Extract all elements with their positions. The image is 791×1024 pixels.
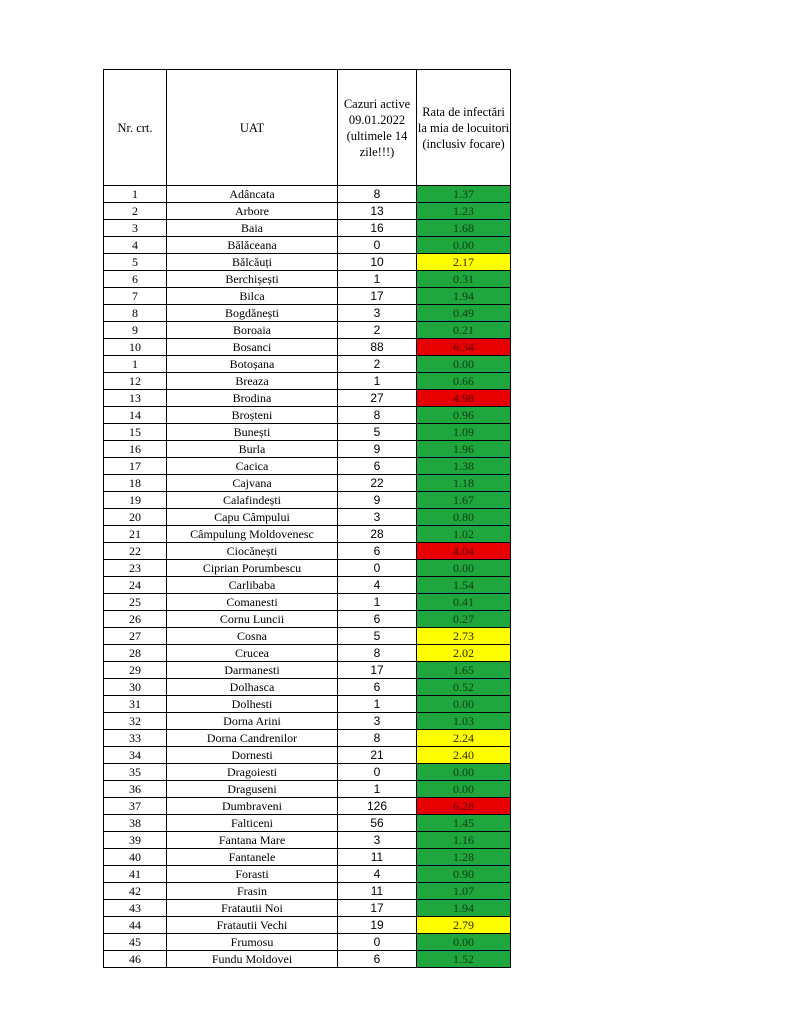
table-row (104, 458, 511, 475)
row-active-cases: 9 (338, 441, 417, 458)
row-infection-rate: 2.40 (417, 747, 511, 764)
table-row (104, 543, 511, 560)
row-active-cases: 0 (338, 764, 417, 781)
row-active-cases: 19 (338, 917, 417, 934)
row-infection-rate: 0.31 (417, 271, 511, 288)
table-row (104, 390, 511, 407)
row-number: 45 (104, 934, 167, 951)
row-number: 19 (104, 492, 167, 509)
row-infection-rate: 0.96 (417, 407, 511, 424)
row-number: 7 (104, 288, 167, 305)
row-active-cases: 5 (338, 628, 417, 645)
row-number: 38 (104, 815, 167, 832)
row-number: 28 (104, 645, 167, 662)
row-number: 6 (104, 271, 167, 288)
row-uat: Brodina (167, 390, 338, 407)
row-infection-rate: 0.49 (417, 305, 511, 322)
row-active-cases: 8 (338, 645, 417, 662)
row-infection-rate: 2.17 (417, 254, 511, 271)
row-infection-rate: 0.66 (417, 373, 511, 390)
row-uat: Frumosu (167, 934, 338, 951)
row-number: 14 (104, 407, 167, 424)
row-number: 35 (104, 764, 167, 781)
row-uat: Ciprian Porumbescu (167, 560, 338, 577)
row-infection-rate: 1.16 (417, 832, 511, 849)
row-infection-rate: 0.90 (417, 866, 511, 883)
row-active-cases: 126 (338, 798, 417, 815)
table-row (104, 883, 511, 900)
row-number: 32 (104, 713, 167, 730)
row-uat: Dumbraveni (167, 798, 338, 815)
row-uat: Frasin (167, 883, 338, 900)
row-active-cases: 6 (338, 543, 417, 560)
row-active-cases: 3 (338, 509, 417, 526)
row-uat: Dragoiesti (167, 764, 338, 781)
row-uat: Botoșana (167, 356, 338, 373)
table-row (104, 203, 511, 220)
row-infection-rate: 4.98 (417, 390, 511, 407)
table-row (104, 611, 511, 628)
header-rate: Rata de infectări la mia de locuitori (inclusiv focare) (417, 70, 511, 186)
row-uat: Cajvana (167, 475, 338, 492)
table-row (104, 900, 511, 917)
row-uat: Draguseni (167, 781, 338, 798)
table-row (104, 713, 511, 730)
row-number: 20 (104, 509, 167, 526)
row-active-cases: 2 (338, 356, 417, 373)
row-active-cases: 6 (338, 679, 417, 696)
table-row (104, 441, 511, 458)
row-infection-rate: 0.27 (417, 611, 511, 628)
row-uat: Dorna Arini (167, 713, 338, 730)
row-active-cases: 13 (338, 203, 417, 220)
row-infection-rate: 1.67 (417, 492, 511, 509)
row-infection-rate: 0.00 (417, 934, 511, 951)
row-number: 26 (104, 611, 167, 628)
row-infection-rate: 0.21 (417, 322, 511, 339)
table-row (104, 356, 511, 373)
row-uat: Cacica (167, 458, 338, 475)
table-row (104, 832, 511, 849)
table-row (104, 849, 511, 866)
row-uat: Capu Câmpului (167, 509, 338, 526)
row-number: 17 (104, 458, 167, 475)
row-infection-rate: 1.68 (417, 220, 511, 237)
row-uat: Bunești (167, 424, 338, 441)
row-number: 27 (104, 628, 167, 645)
row-number: 12 (104, 373, 167, 390)
row-active-cases: 8 (338, 186, 417, 203)
row-infection-rate: 1.37 (417, 186, 511, 203)
row-active-cases: 0 (338, 560, 417, 577)
row-number: 29 (104, 662, 167, 679)
row-uat: Dolhasca (167, 679, 338, 696)
row-active-cases: 3 (338, 713, 417, 730)
table-row (104, 220, 511, 237)
row-active-cases: 5 (338, 424, 417, 441)
row-active-cases: 3 (338, 305, 417, 322)
row-active-cases: 8 (338, 730, 417, 747)
row-infection-rate: 1.02 (417, 526, 511, 543)
row-uat: Fratautii Vechi (167, 917, 338, 934)
row-active-cases: 6 (338, 611, 417, 628)
table-row (104, 271, 511, 288)
row-active-cases: 3 (338, 832, 417, 849)
row-infection-rate: 4.04 (417, 543, 511, 560)
table-body (104, 186, 511, 968)
row-infection-rate: 1.54 (417, 577, 511, 594)
row-infection-rate: 2.02 (417, 645, 511, 662)
row-uat: Baia (167, 220, 338, 237)
table-row (104, 560, 511, 577)
row-infection-rate: 0.00 (417, 237, 511, 254)
row-infection-rate: 0.00 (417, 560, 511, 577)
row-number: 4 (104, 237, 167, 254)
row-active-cases: 16 (338, 220, 417, 237)
table-row (104, 373, 511, 390)
table-row (104, 509, 511, 526)
header-cases: Cazuri active 09.01.2022 (ultimele 14 zile!!!) (338, 70, 417, 186)
row-active-cases: 56 (338, 815, 417, 832)
row-number: 18 (104, 475, 167, 492)
row-infection-rate: 0.41 (417, 594, 511, 611)
row-infection-rate: 0.00 (417, 764, 511, 781)
row-number: 9 (104, 322, 167, 339)
row-active-cases: 4 (338, 577, 417, 594)
row-number: 33 (104, 730, 167, 747)
row-infection-rate: 1.94 (417, 288, 511, 305)
row-uat: Arbore (167, 203, 338, 220)
row-infection-rate: 1.23 (417, 203, 511, 220)
row-uat: Bosanci (167, 339, 338, 356)
table-row (104, 339, 511, 356)
row-infection-rate: 1.65 (417, 662, 511, 679)
table-row (104, 679, 511, 696)
row-infection-rate: 1.38 (417, 458, 511, 475)
row-number: 1 (104, 186, 167, 203)
row-infection-rate: 1.18 (417, 475, 511, 492)
table-row (104, 730, 511, 747)
row-uat: Fantanele (167, 849, 338, 866)
row-uat: Cornu Luncii (167, 611, 338, 628)
row-infection-rate: 0.00 (417, 781, 511, 798)
row-uat: Falticeni (167, 815, 338, 832)
table-row (104, 407, 511, 424)
row-number: 42 (104, 883, 167, 900)
row-active-cases: 10 (338, 254, 417, 271)
row-active-cases: 1 (338, 781, 417, 798)
table-row (104, 475, 511, 492)
row-uat: Cosna (167, 628, 338, 645)
row-active-cases: 1 (338, 594, 417, 611)
row-infection-rate: 1.28 (417, 849, 511, 866)
row-active-cases: 0 (338, 934, 417, 951)
row-uat: Bălcăuți (167, 254, 338, 271)
table-row (104, 305, 511, 322)
row-active-cases: 17 (338, 900, 417, 917)
row-number: 13 (104, 390, 167, 407)
row-infection-rate: 1.52 (417, 951, 511, 968)
row-number: 44 (104, 917, 167, 934)
table-row (104, 951, 511, 968)
row-active-cases: 11 (338, 849, 417, 866)
row-active-cases: 9 (338, 492, 417, 509)
row-uat: Adâncata (167, 186, 338, 203)
row-number: 31 (104, 696, 167, 713)
row-infection-rate: 2.24 (417, 730, 511, 747)
table-row (104, 662, 511, 679)
row-infection-rate: 1.03 (417, 713, 511, 730)
row-active-cases: 17 (338, 662, 417, 679)
table-header (104, 70, 511, 186)
row-number: 25 (104, 594, 167, 611)
table-row (104, 645, 511, 662)
row-infection-rate: 1.94 (417, 900, 511, 917)
table-row (104, 934, 511, 951)
row-uat: Bălăceana (167, 237, 338, 254)
row-uat: Forasti (167, 866, 338, 883)
row-infection-rate: 1.09 (417, 424, 511, 441)
header-uat: UAT (167, 70, 338, 186)
row-uat: Dornesti (167, 747, 338, 764)
row-active-cases: 21 (338, 747, 417, 764)
row-active-cases: 22 (338, 475, 417, 492)
row-infection-rate: 0.00 (417, 356, 511, 373)
row-uat: Câmpulung Moldovenesc (167, 526, 338, 543)
row-number: 34 (104, 747, 167, 764)
table-row (104, 526, 511, 543)
row-number: 46 (104, 951, 167, 968)
row-infection-rate: 0.52 (417, 679, 511, 696)
row-uat: Berchișești (167, 271, 338, 288)
row-active-cases: 1 (338, 696, 417, 713)
table-row (104, 254, 511, 271)
row-infection-rate: 2.79 (417, 917, 511, 934)
table-row (104, 628, 511, 645)
row-number: 23 (104, 560, 167, 577)
row-uat: Breaza (167, 373, 338, 390)
row-active-cases: 8 (338, 407, 417, 424)
row-active-cases: 4 (338, 866, 417, 883)
table-row (104, 237, 511, 254)
table-row (104, 764, 511, 781)
row-number: 10 (104, 339, 167, 356)
table-row (104, 815, 511, 832)
table-row (104, 747, 511, 764)
row-number: 1 (104, 356, 167, 373)
row-number: 16 (104, 441, 167, 458)
row-active-cases: 17 (338, 288, 417, 305)
table-row (104, 288, 511, 305)
table-row (104, 577, 511, 594)
row-number: 15 (104, 424, 167, 441)
row-uat: Comanesti (167, 594, 338, 611)
table-row (104, 322, 511, 339)
table-row (104, 424, 511, 441)
row-active-cases: 0 (338, 237, 417, 254)
row-infection-rate: 1.07 (417, 883, 511, 900)
row-active-cases: 28 (338, 526, 417, 543)
row-number: 3 (104, 220, 167, 237)
row-uat: Dolhesti (167, 696, 338, 713)
row-active-cases: 2 (338, 322, 417, 339)
row-number: 21 (104, 526, 167, 543)
row-number: 41 (104, 866, 167, 883)
row-number: 5 (104, 254, 167, 271)
header-nr: Nr. crt. (104, 70, 167, 186)
row-number: 22 (104, 543, 167, 560)
row-number: 2 (104, 203, 167, 220)
row-number: 40 (104, 849, 167, 866)
table-row (104, 594, 511, 611)
table-row (104, 866, 511, 883)
infection-rate-table (103, 69, 511, 968)
table-row (104, 798, 511, 815)
row-infection-rate: 0.80 (417, 509, 511, 526)
row-infection-rate: 2.73 (417, 628, 511, 645)
row-uat: Calafindești (167, 492, 338, 509)
row-number: 24 (104, 577, 167, 594)
row-infection-rate: 1.45 (417, 815, 511, 832)
row-number: 36 (104, 781, 167, 798)
table-row (104, 186, 511, 203)
row-infection-rate: 1.96 (417, 441, 511, 458)
table-row (104, 781, 511, 798)
row-active-cases: 11 (338, 883, 417, 900)
row-infection-rate: 6.34 (417, 339, 511, 356)
row-uat: Fundu Moldovei (167, 951, 338, 968)
row-number: 37 (104, 798, 167, 815)
row-active-cases: 6 (338, 458, 417, 475)
row-infection-rate: 0.00 (417, 696, 511, 713)
row-number: 39 (104, 832, 167, 849)
row-active-cases: 88 (338, 339, 417, 356)
row-uat: Fratautii Noi (167, 900, 338, 917)
table-row (104, 492, 511, 509)
row-number: 43 (104, 900, 167, 917)
row-active-cases: 1 (338, 373, 417, 390)
row-uat: Boroaia (167, 322, 338, 339)
row-active-cases: 27 (338, 390, 417, 407)
row-uat: Broșteni (167, 407, 338, 424)
row-infection-rate: 6.28 (417, 798, 511, 815)
row-number: 30 (104, 679, 167, 696)
row-uat: Dorna Candrenilor (167, 730, 338, 747)
row-uat: Burla (167, 441, 338, 458)
row-uat: Fantana Mare (167, 832, 338, 849)
row-number: 8 (104, 305, 167, 322)
table-row (104, 696, 511, 713)
table-row (104, 917, 511, 934)
row-uat: Darmanesti (167, 662, 338, 679)
row-uat: Ciocănești (167, 543, 338, 560)
row-uat: Bilca (167, 288, 338, 305)
row-uat: Carlibaba (167, 577, 338, 594)
row-uat: Crucea (167, 645, 338, 662)
row-active-cases: 1 (338, 271, 417, 288)
row-uat: Bogdănești (167, 305, 338, 322)
row-active-cases: 6 (338, 951, 417, 968)
